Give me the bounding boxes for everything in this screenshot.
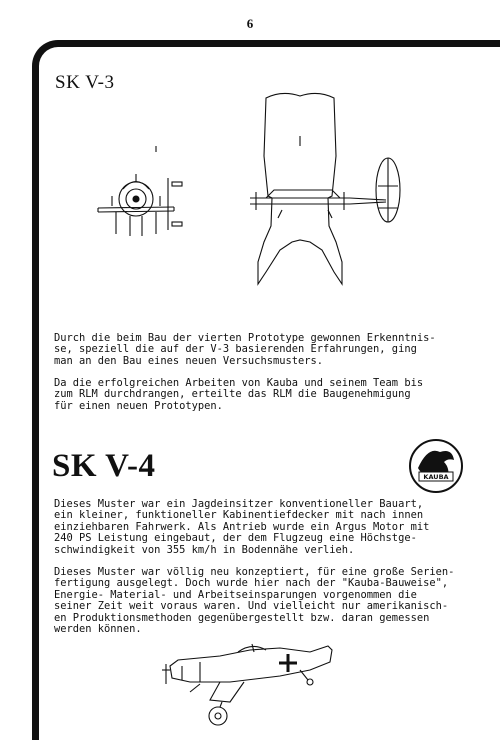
paragraph-v3-1: Durch die beim Bau der vierten Prototype gewonnen Erkenntnis- se, speziell die auf der V-3 basierenden Erfahrungen, ging man an den Bau eines neuen Versuchsmusters.: [54, 332, 436, 367]
kauba-logo: [408, 438, 464, 494]
top-view: [250, 93, 400, 284]
front-view: [98, 146, 182, 236]
page-number: 6: [246, 16, 254, 31]
kauba-logo-text: KAUBA: [423, 473, 449, 481]
paragraph-v4-1: Dieses Muster war ein Jagdeinsitzer konventioneller Bauart, ein kleiner, funktioneller Kabinentiefdecker mit nach innen einziehbaren Fahrwerk. Als Antrieb wurde ein Argus Motor mit 240 PS Leistung eingebaut, der dem Flugzeug eine Höchstge- schwindigkeit von 355 km/h in Bodennähe verlieh.: [54, 498, 430, 556]
sk-v4-drawing: [160, 640, 338, 736]
heading-sk-v4: SK V-4: [52, 448, 156, 484]
paragraph-v4-2: Dieses Muster war völlig neu konzeptiert, für eine große Serien- fertigung ausgelegt. Doch wurde hier nach der "Kauba-Bauweise", Energie- Material- und Arbeitseinsparungen vorgenommen die seiner Zeit weit voraus waren. Und vielleicht nur amerikanisch- en Produktionsmethoden gegenübergestellt bzw. daran gemessen werden können.: [54, 566, 455, 636]
paragraph-v3-2: Da die erfolgreichen Arbeiten von Kauba und seinem Team bis zum RLM durchdrangen, erteilte das RLM die Baugenehmigung für einen neuen Prototypen.: [54, 377, 424, 412]
sk-v3-drawing: [96, 86, 426, 326]
heading-sk-v3: SK V-3: [55, 72, 115, 93]
